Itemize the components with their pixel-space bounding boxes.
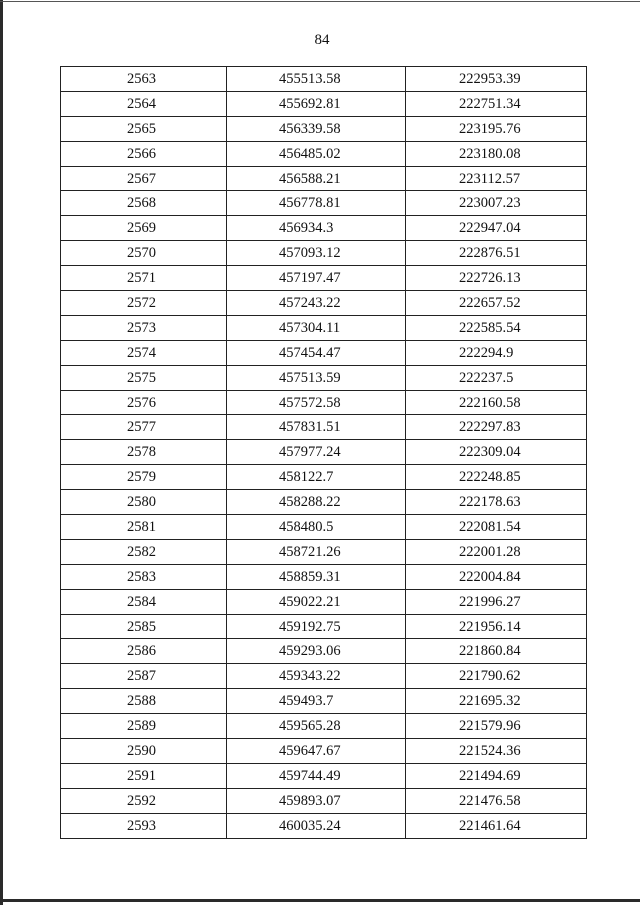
y-coordinate-cell: 222004.84	[406, 564, 587, 589]
point-number-cell: 2572	[61, 291, 227, 316]
x-coordinate-cell: 457197.47	[227, 266, 406, 291]
table-row	[61, 91, 587, 116]
x-coordinate-cell: 459647.67	[227, 739, 406, 764]
table-row	[61, 241, 587, 266]
x-coordinate-cell: 456778.81	[227, 191, 406, 216]
point-number-cell: 2574	[61, 340, 227, 365]
table-row	[61, 689, 587, 714]
y-coordinate-cell: 222237.5	[406, 365, 587, 390]
y-coordinate-cell: 221524.36	[406, 739, 587, 764]
point-number-cell: 2585	[61, 614, 227, 639]
table-row	[61, 490, 587, 515]
table-row	[61, 266, 587, 291]
y-coordinate-cell: 221956.14	[406, 614, 587, 639]
table-row	[61, 291, 587, 316]
coordinates-table-body	[61, 67, 587, 839]
point-number-cell: 2576	[61, 390, 227, 415]
y-coordinate-cell: 223007.23	[406, 191, 587, 216]
y-coordinate-cell: 222953.39	[406, 67, 587, 92]
x-coordinate-cell: 458859.31	[227, 564, 406, 589]
table-row	[61, 465, 587, 490]
y-coordinate-cell: 221860.84	[406, 639, 587, 664]
x-coordinate-cell: 460035.24	[227, 813, 406, 838]
x-coordinate-cell: 459893.07	[227, 788, 406, 813]
x-coordinate-cell: 457243.22	[227, 291, 406, 316]
y-coordinate-cell: 222081.54	[406, 515, 587, 540]
point-number-cell: 2586	[61, 639, 227, 664]
y-coordinate-cell: 222585.54	[406, 315, 587, 340]
y-coordinate-cell: 222751.34	[406, 91, 587, 116]
y-coordinate-cell: 222947.04	[406, 216, 587, 241]
y-coordinate-cell: 221790.62	[406, 664, 587, 689]
x-coordinate-cell: 459293.06	[227, 639, 406, 664]
y-coordinate-cell: 222294.9	[406, 340, 587, 365]
table-row	[61, 390, 587, 415]
table-row	[61, 539, 587, 564]
point-number-cell: 2589	[61, 714, 227, 739]
point-number-cell: 2570	[61, 241, 227, 266]
table-row	[61, 788, 587, 813]
point-number-cell: 2578	[61, 440, 227, 465]
y-coordinate-cell: 221579.96	[406, 714, 587, 739]
table-row	[61, 614, 587, 639]
x-coordinate-cell: 459493.7	[227, 689, 406, 714]
point-number-cell: 2593	[61, 813, 227, 838]
point-number-cell: 2571	[61, 266, 227, 291]
table-row	[61, 813, 587, 838]
point-number-cell: 2588	[61, 689, 227, 714]
point-number-cell: 2566	[61, 141, 227, 166]
y-coordinate-cell: 222876.51	[406, 241, 587, 266]
scan-edge-left	[0, 0, 3, 905]
x-coordinate-cell: 455692.81	[227, 91, 406, 116]
table-row	[61, 191, 587, 216]
page-number: 84	[314, 32, 330, 48]
y-coordinate-cell: 222001.28	[406, 539, 587, 564]
point-number-cell: 2563	[61, 67, 227, 92]
x-coordinate-cell: 456339.58	[227, 116, 406, 141]
table-row	[61, 216, 587, 241]
y-coordinate-cell: 223112.57	[406, 166, 587, 191]
point-number-cell: 2591	[61, 763, 227, 788]
point-number-cell: 2565	[61, 116, 227, 141]
x-coordinate-cell: 459744.49	[227, 763, 406, 788]
table-row	[61, 141, 587, 166]
x-coordinate-cell: 459565.28	[227, 714, 406, 739]
point-number-cell: 2569	[61, 216, 227, 241]
table-row	[61, 67, 587, 92]
y-coordinate-cell: 222309.04	[406, 440, 587, 465]
table-row	[61, 714, 587, 739]
point-number-cell: 2573	[61, 315, 227, 340]
coordinates-table	[60, 66, 587, 839]
point-number-cell: 2581	[61, 515, 227, 540]
x-coordinate-cell: 456485.02	[227, 141, 406, 166]
x-coordinate-cell: 458288.22	[227, 490, 406, 515]
scan-edge-bottom	[0, 899, 640, 902]
table-row	[61, 589, 587, 614]
y-coordinate-cell: 221476.58	[406, 788, 587, 813]
x-coordinate-cell: 457304.11	[227, 315, 406, 340]
point-number-cell: 2587	[61, 664, 227, 689]
x-coordinate-cell: 457572.58	[227, 390, 406, 415]
y-coordinate-cell: 223195.76	[406, 116, 587, 141]
table-row	[61, 664, 587, 689]
table-row	[61, 166, 587, 191]
table-row	[61, 763, 587, 788]
y-coordinate-cell: 221461.64	[406, 813, 587, 838]
x-coordinate-cell: 458122.7	[227, 465, 406, 490]
x-coordinate-cell: 457454.47	[227, 340, 406, 365]
table-row	[61, 639, 587, 664]
x-coordinate-cell: 455513.58	[227, 67, 406, 92]
table-row	[61, 116, 587, 141]
point-number-cell: 2575	[61, 365, 227, 390]
y-coordinate-cell: 222160.58	[406, 390, 587, 415]
x-coordinate-cell: 458721.26	[227, 539, 406, 564]
x-coordinate-cell: 458480.5	[227, 515, 406, 540]
point-number-cell: 2567	[61, 166, 227, 191]
x-coordinate-cell: 456934.3	[227, 216, 406, 241]
point-number-cell: 2592	[61, 788, 227, 813]
x-coordinate-cell: 457513.59	[227, 365, 406, 390]
point-number-cell: 2582	[61, 539, 227, 564]
point-number-cell: 2583	[61, 564, 227, 589]
y-coordinate-cell: 221695.32	[406, 689, 587, 714]
x-coordinate-cell: 459343.22	[227, 664, 406, 689]
y-coordinate-cell: 222248.85	[406, 465, 587, 490]
point-number-cell: 2577	[61, 415, 227, 440]
table-row	[61, 415, 587, 440]
x-coordinate-cell: 457093.12	[227, 241, 406, 266]
table-row	[61, 515, 587, 540]
table-row	[61, 315, 587, 340]
table-row	[61, 440, 587, 465]
point-number-cell: 2579	[61, 465, 227, 490]
table-row	[61, 564, 587, 589]
point-number-cell: 2580	[61, 490, 227, 515]
x-coordinate-cell: 457977.24	[227, 440, 406, 465]
y-coordinate-cell: 222726.13	[406, 266, 587, 291]
y-coordinate-cell: 223180.08	[406, 141, 587, 166]
y-coordinate-cell: 222297.83	[406, 415, 587, 440]
table-row	[61, 365, 587, 390]
table-row	[61, 739, 587, 764]
table-row	[61, 340, 587, 365]
point-number-cell: 2564	[61, 91, 227, 116]
point-number-cell: 2584	[61, 589, 227, 614]
y-coordinate-cell: 222657.52	[406, 291, 587, 316]
y-coordinate-cell: 221494.69	[406, 763, 587, 788]
point-number-cell: 2568	[61, 191, 227, 216]
scan-edge-top	[0, 1, 640, 2]
y-coordinate-cell: 222178.63	[406, 490, 587, 515]
x-coordinate-cell: 457831.51	[227, 415, 406, 440]
point-number-cell: 2590	[61, 739, 227, 764]
x-coordinate-cell: 456588.21	[227, 166, 406, 191]
x-coordinate-cell: 459192.75	[227, 614, 406, 639]
y-coordinate-cell: 221996.27	[406, 589, 587, 614]
x-coordinate-cell: 459022.21	[227, 589, 406, 614]
